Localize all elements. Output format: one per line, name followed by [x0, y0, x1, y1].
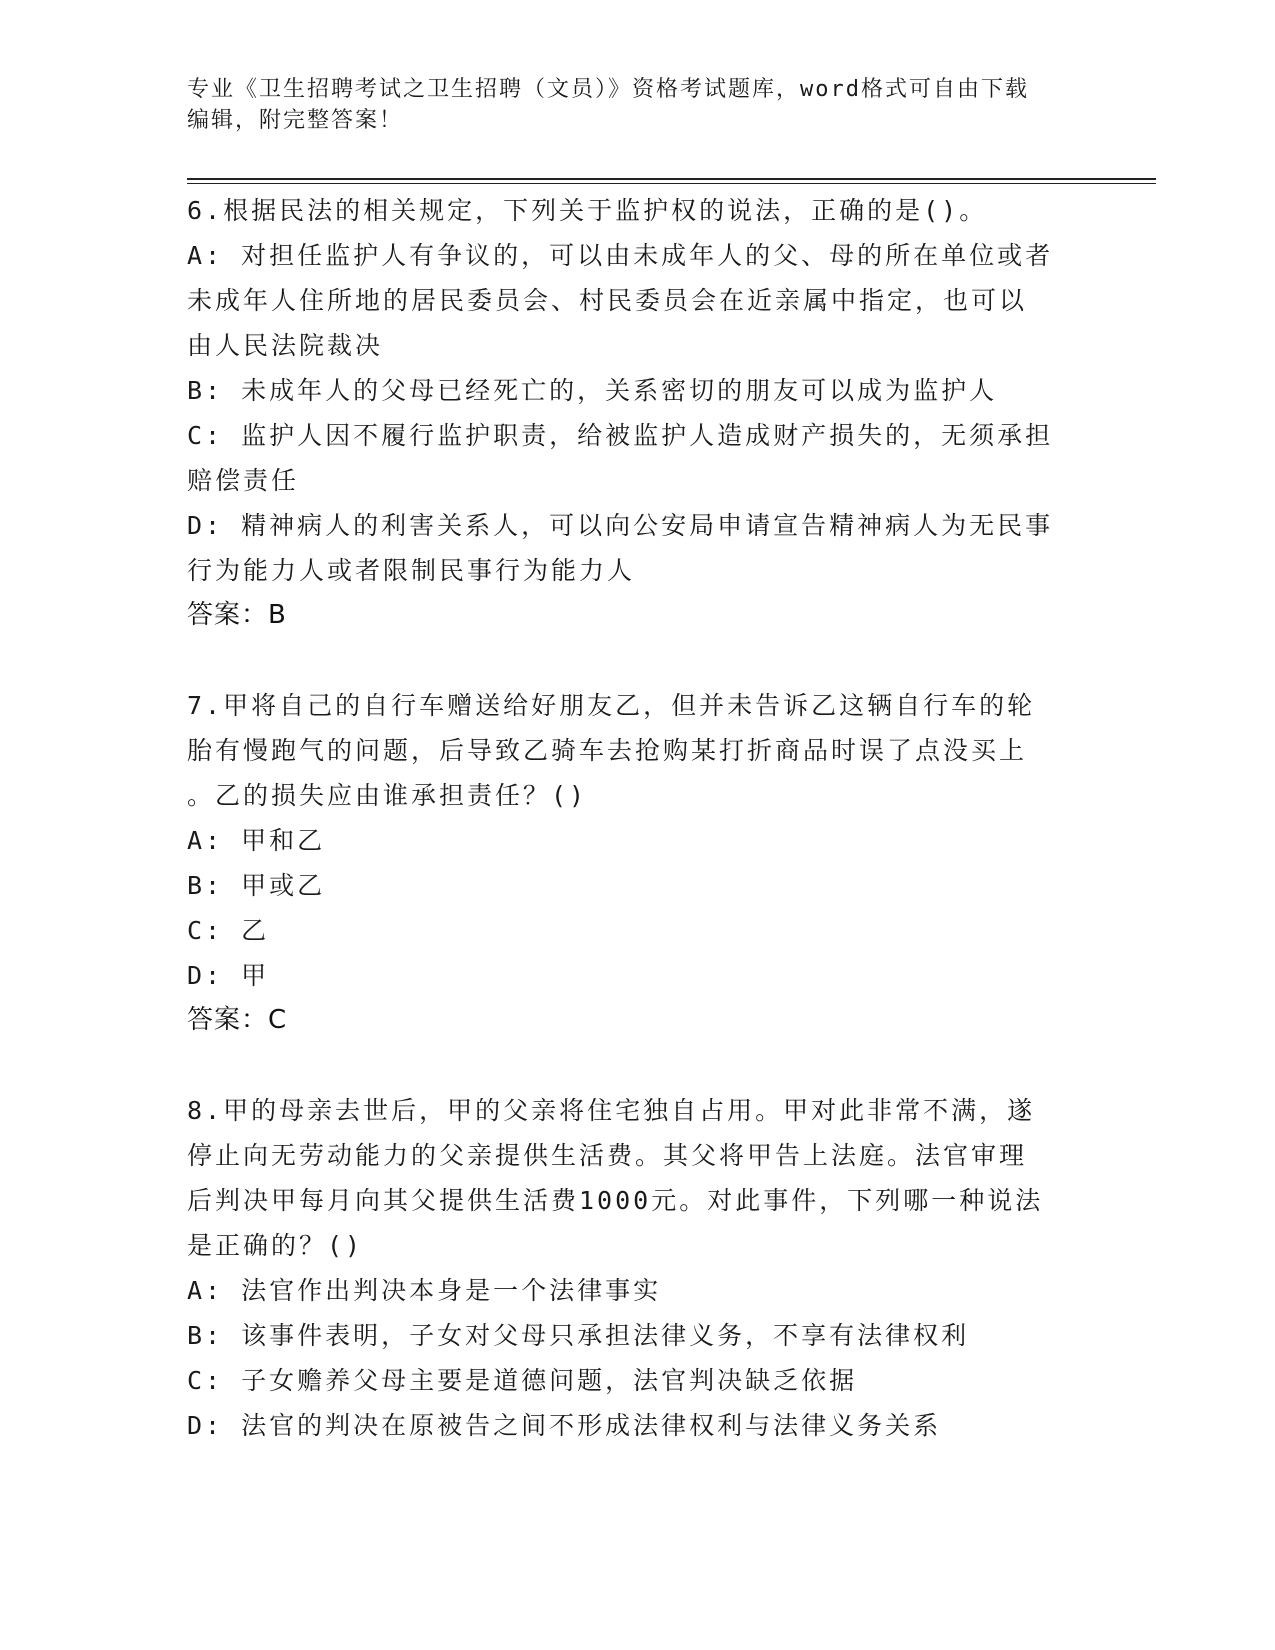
- header-line-1: 专业《卫生招聘考试之卫生招聘（文员）》资格考试题库，word格式可自由下载: [187, 77, 1029, 102]
- option-text-line: 由人民法院裁决: [187, 331, 384, 360]
- header-line-2: 编辑，附完整答案！: [187, 108, 404, 133]
- option-text-line: 行为能力人或者限制民事行为能力人: [187, 556, 636, 585]
- option-d: D: 法官的判决在原被告之间不形成法律权利与法律义务关系: [187, 1411, 942, 1440]
- question-8: [187, 1088, 1077, 1448]
- question-stem: 。乙的损失应由谁承担责任？(): [187, 781, 588, 810]
- question-6: [187, 188, 1077, 638]
- document-header: [187, 74, 1087, 136]
- answer-label: 答案：B: [187, 600, 287, 630]
- question-stem: 7.甲将自己的自行车赠送给好朋友乙，但并未告诉乙这辆自行车的轮: [187, 691, 1036, 720]
- option-text-line: D: 精神病人的利害关系人，可以向公安局申请宣告精神病人为无民事: [187, 511, 1054, 540]
- option-d: D: 甲: [187, 961, 270, 990]
- question-7: [187, 683, 1077, 1043]
- option-text-line: A: 对担任监护人有争议的，可以由未成年人的父、母的所在单位或者: [187, 241, 1054, 270]
- question-stem: 停止向无劳动能力的父亲提供生活费。其父将甲告上法庭。法官审理: [187, 1141, 1028, 1170]
- option-text-line: 赔偿责任: [187, 466, 300, 495]
- answer-label: 答案：C: [187, 1005, 288, 1035]
- option-d: [187, 503, 1077, 593]
- header-divider-thick: [187, 178, 1156, 180]
- option-b: B: 该事件表明，子女对父母只承担法律义务，不享有法律权利: [187, 1321, 970, 1350]
- option-text-line: C: 监护人因不履行监护职责，给被监护人造成财产损失的，无须承担: [187, 421, 1054, 450]
- question-list: [187, 188, 1077, 1448]
- option-a: A: 法官作出判决本身是一个法律事实: [187, 1276, 662, 1305]
- question-stem: 胎有慢跑气的问题，后导致乙骑车去抢购某打折商品时误了点没买上: [187, 736, 1028, 765]
- option-c: [187, 413, 1077, 503]
- question-stem: 后判决甲每月向其父提供生活费1000元。对此事件，下列哪一种说法: [187, 1186, 1044, 1215]
- question-stem: 是正确的？(): [187, 1231, 364, 1260]
- option-c: C: 乙: [187, 916, 270, 945]
- option-text-line: 未成年人住所地的居民委员会、村民委员会在近亲属中指定，也可以: [187, 286, 1028, 315]
- option-b: B: 甲或乙: [187, 871, 326, 900]
- option-c: C: 子女赡养父母主要是道德问题，法官判决缺乏依据: [187, 1366, 858, 1395]
- question-stem: 8.甲的母亲去世后，甲的父亲将住宅独自占用。甲对此非常不满，遂: [187, 1096, 1036, 1125]
- option-a: [187, 233, 1077, 368]
- header-divider-thin: [187, 183, 1156, 184]
- option-a: A: 甲和乙: [187, 826, 326, 855]
- option-text-line: B: 未成年人的父母已经死亡的，关系密切的朋友可以成为监护人: [187, 376, 998, 405]
- option-b: [187, 368, 1077, 413]
- question-stem: 6.根据民法的相关规定，下列关于监护权的说法，正确的是()。: [187, 196, 988, 225]
